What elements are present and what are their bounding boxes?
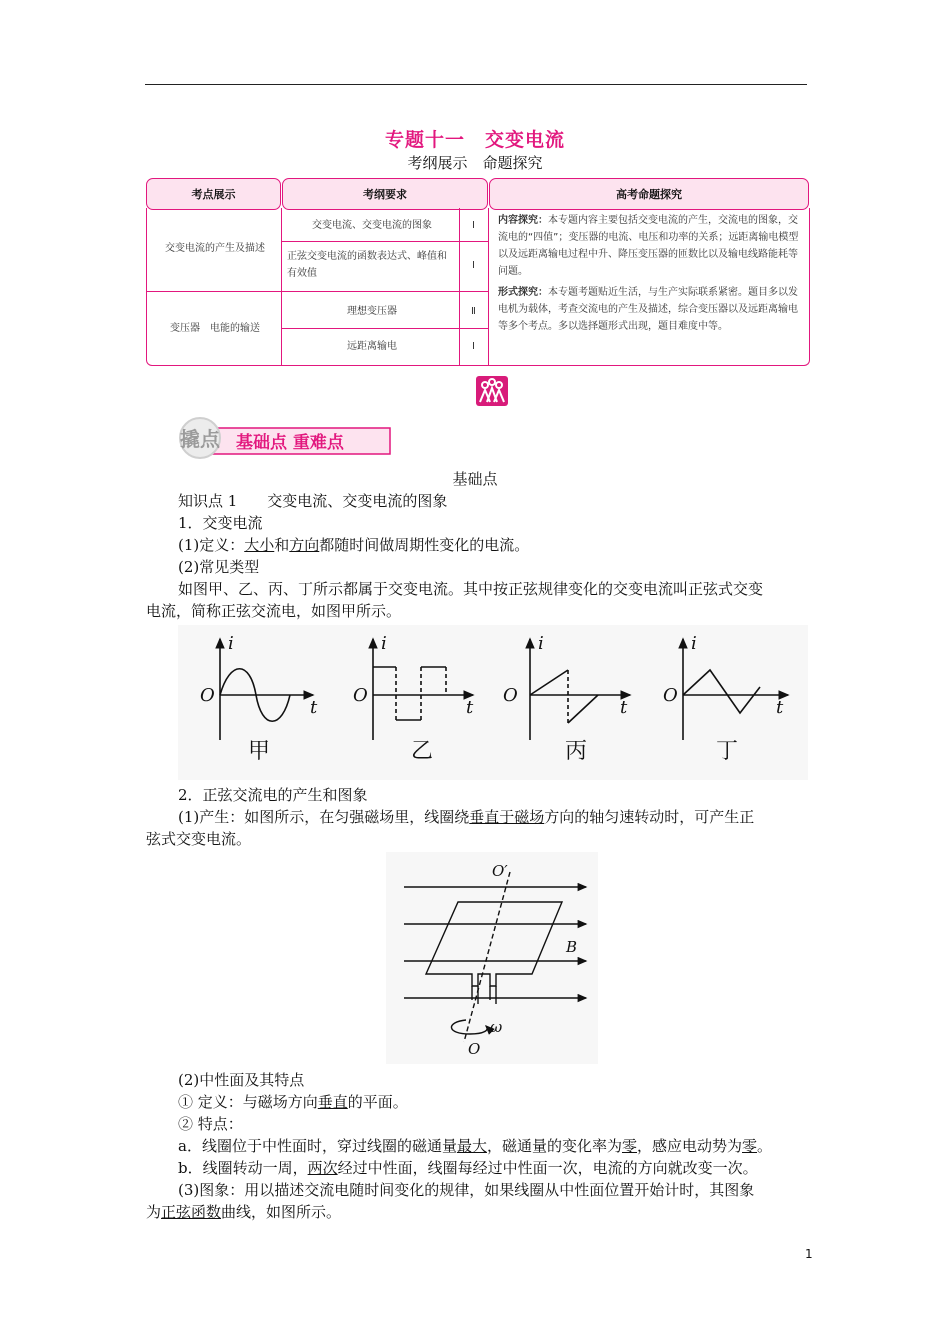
section-ornament-icon bbox=[476, 376, 508, 406]
label-bing: 丙 bbox=[565, 739, 588, 764]
subsection-1: 1．交变电流 bbox=[178, 514, 263, 532]
axis-i-jia: i bbox=[228, 633, 234, 654]
level-sine-expression: Ⅰ bbox=[472, 260, 475, 271]
origin-yi: O bbox=[353, 685, 368, 706]
axis-t-bing: t bbox=[620, 697, 628, 718]
req-ideal-transformer: 理想变压器 bbox=[347, 306, 397, 317]
page-title: 专题十一 交变电流 bbox=[384, 129, 565, 151]
axis-t-yi: t bbox=[466, 697, 474, 718]
label-o-prime: O′ bbox=[492, 862, 508, 880]
label-omega: ω bbox=[490, 1018, 503, 1036]
subsection-2: 2．正弦交流电的产生和图象 bbox=[178, 786, 368, 804]
label-ding: 丁 bbox=[716, 739, 739, 764]
graph-line-2: 为正弦函数曲线，如图所示。 bbox=[146, 1203, 342, 1221]
neutral-features: ② 特点： bbox=[178, 1115, 243, 1133]
table-header-inquiry: 高考命题探究 bbox=[489, 178, 809, 210]
graph-line-1: (3)图象：用以描述交流电随时间变化的规律，如果线圈从中性面位置开始计时，其图象 bbox=[178, 1181, 755, 1199]
origin-bing: O bbox=[503, 685, 518, 706]
req-long-distance: 远距离输电 bbox=[347, 341, 397, 352]
feature-a: a．线圈位于中性面时，穿过线圈的磁通量最大，磁通量的变化率为零，感应电动势为零。 bbox=[178, 1137, 773, 1155]
label-o: O bbox=[468, 1040, 481, 1058]
table-body bbox=[146, 208, 810, 366]
table-header-topic: 考点展示 bbox=[146, 178, 281, 210]
types-paragraph-1: 如图甲、乙、丙、丁所示都属于交变电流。其中按正弦规律变化的交变电流叫正弦式交变 bbox=[178, 580, 764, 598]
axis-i-bing: i bbox=[538, 633, 544, 654]
page-number: 1 bbox=[805, 1247, 813, 1261]
production-line-1: (1)产生：如图所示，在匀强磁场里，线圈绕垂直于磁场方向的轴匀速转动时，可产生正 bbox=[178, 808, 755, 826]
origin-ding: O bbox=[663, 685, 678, 706]
req-sine-expression: 正弦交变电流的函数表达式、峰值和有效值 bbox=[287, 251, 447, 279]
syllabus-table bbox=[146, 178, 810, 368]
label-jia: 甲 bbox=[248, 739, 271, 764]
axis-i-ding: i bbox=[691, 633, 697, 654]
axis-t-jia: t bbox=[310, 697, 318, 718]
types-heading: (2)常见类型 bbox=[178, 558, 260, 576]
table-header-requirement: 考纲要求 bbox=[282, 178, 488, 210]
axis-i-yi: i bbox=[381, 633, 387, 654]
definition-line: (1)定义：大小和方向都随时间做周期性变化的电流。 bbox=[178, 536, 530, 554]
coil-figure bbox=[386, 852, 598, 1064]
label-yi: 乙 bbox=[411, 739, 434, 764]
origin-jia: O bbox=[200, 685, 215, 706]
req-ac-graph: 交变电流、交变电流的图象 bbox=[312, 220, 432, 231]
production-line-2: 弦式交变电流。 bbox=[146, 830, 252, 848]
banner-label: 基础点 重难点 bbox=[236, 433, 344, 453]
waveform-figure bbox=[178, 625, 808, 780]
axis-t-ding: t bbox=[776, 697, 784, 718]
inquiry-content: 内容探究：本专题内容主要包括交变电流的产生，交流电的图象，交流电的“四值”；变压器的电流、电压和功率的关系；远距离输电模型以及远距离输电过程中升、降压变压器的匝数比以及输电线路能耗等问题。 bbox=[498, 215, 799, 277]
label-b: B bbox=[566, 938, 578, 956]
heading-basics: 基础点 bbox=[452, 470, 498, 488]
inquiry-form: 形式探究：本专题考题贴近生活，与生产实际联系紧密。题目多以发电机为载体，考查交流电的产生及描述，综合变压器以及远距离输电等多个考点。多以选择题形式出现，题目难度中等。 bbox=[498, 287, 798, 332]
banner-badge: 撬点 bbox=[180, 427, 220, 451]
neutral-definition: ① 定义：与磁场方向垂直的平面。 bbox=[178, 1093, 408, 1111]
section-banner bbox=[178, 416, 392, 460]
feature-b: b．线圈转动一周，两次经过中性面，线圈每经过中性面一次，电流的方向就改变一次。 bbox=[178, 1159, 758, 1177]
topic-transformer: 变压器 电能的输送 bbox=[170, 323, 260, 334]
level-ideal-transformer: Ⅱ bbox=[471, 306, 476, 317]
header-rule bbox=[145, 84, 807, 85]
types-paragraph-2: 电流，简称正弦交流电，如图甲所示。 bbox=[146, 602, 402, 620]
neutral-plane-heading: (2)中性面及其特点 bbox=[178, 1071, 305, 1089]
level-ac-graph: Ⅰ bbox=[472, 220, 475, 231]
level-long-distance: Ⅰ bbox=[472, 341, 475, 352]
topic-ac-generation: 交变电流的产生及描述 bbox=[165, 243, 265, 254]
knowledge-point-1: 知识点 1 交变电流、交变电流的图象 bbox=[178, 492, 448, 510]
page-subtitle: 考纲展示 命题探究 bbox=[407, 154, 543, 172]
